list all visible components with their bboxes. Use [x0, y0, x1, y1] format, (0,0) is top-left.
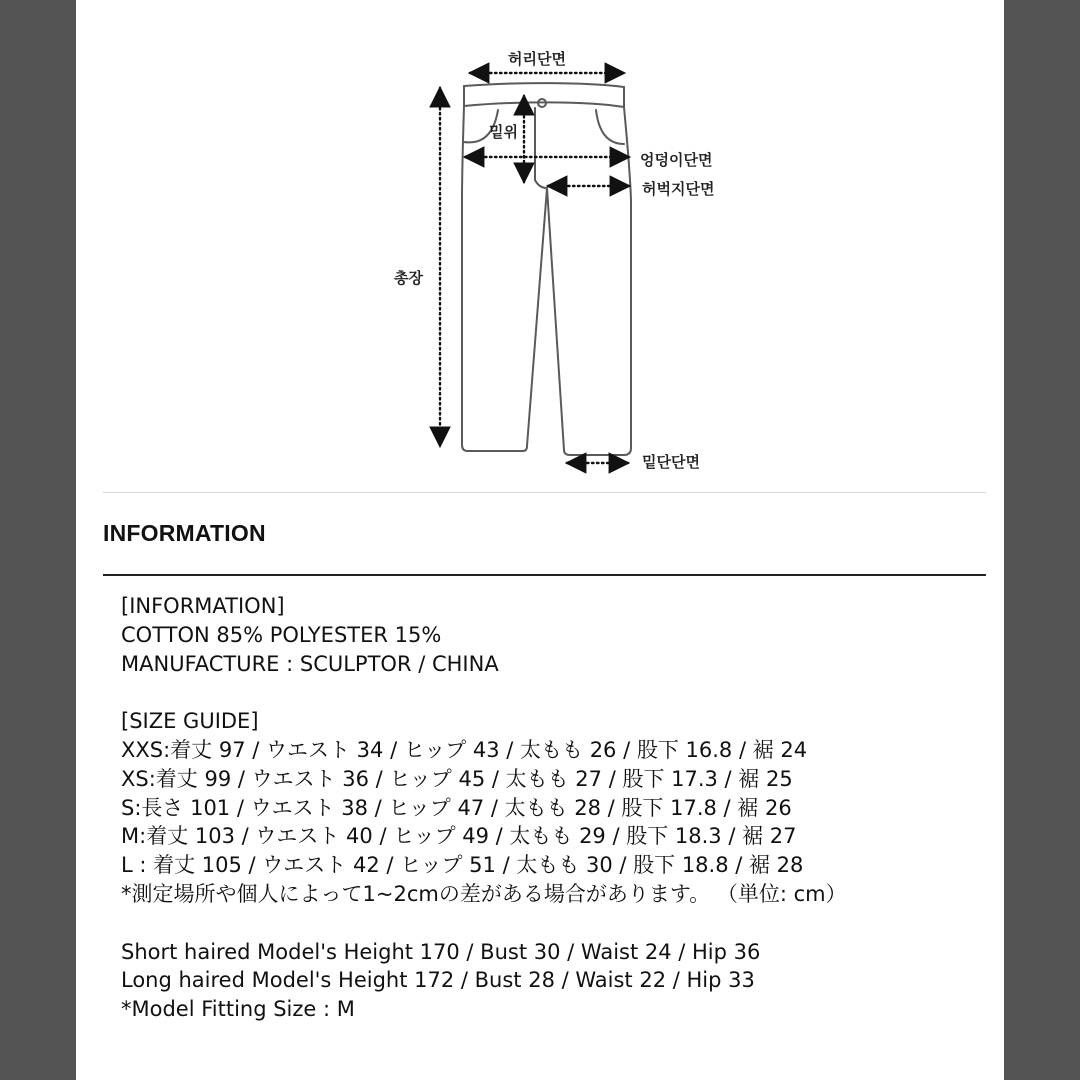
size-row-s: S:長さ 101 / ウエスト 38 / ヒップ 47 / 太もも 28 / 股下 17.8 / 裾 26 — [121, 795, 792, 820]
pants-outline-illustration — [76, 0, 1004, 490]
model-fitting-size: *Model Fitting Size : M — [121, 997, 355, 1022]
size-row-l: L : 着丈 105 / ウエスト 42 / ヒップ 51 / 太もも 30 / 股下 18.8 / 裾 28 — [121, 853, 804, 878]
waist-label: 허리단면 — [508, 50, 566, 68]
size-guide-heading: [SIZE GUIDE] — [121, 709, 259, 734]
measurement-note: *測定場所や個人によって1~2cmの差がある場合があります。 （単位: cm） — [121, 881, 847, 906]
hip-label: 엉덩이단면 — [640, 151, 713, 169]
section-divider — [103, 492, 986, 493]
product-detail-page — [76, 0, 1004, 1080]
pants-outline — [462, 83, 631, 455]
size-row-xs: XS:着丈 99 / ウエスト 36 / ヒップ 45 / 太もも 27 / 股下 17.3 / 裾 25 — [121, 766, 793, 791]
product-information — [121, 592, 996, 1024]
rise-label: 밑위 — [489, 123, 518, 141]
long-haired-model-info: Long haired Model's Height 172 / Bust 28 / Waist 22 / Hip 33 — [121, 968, 755, 993]
size-row-xxs: XXS:着丈 97 / ウエスト 34 / ヒップ 43 / 太もも 26 / 股下 16.8 / 裾 24 — [121, 737, 808, 762]
size-row-m: M:着丈 103 / ウエスト 40 / ヒップ 49 / 太もも 29 / 股下 18.3 / 裾 27 — [121, 824, 797, 849]
manufacture-text: MANUFACTURE : SCULPTOR / CHINA — [121, 651, 499, 676]
short-haired-model-info: Short haired Model's Height 170 / Bust 30 / Waist 24 / Hip 36 — [121, 939, 761, 964]
length-label: 총장 — [394, 269, 423, 287]
thigh-label: 허벅지단면 — [642, 180, 715, 198]
info-heading: [INFORMATION] — [121, 594, 285, 618]
section-title: INFORMATION — [103, 520, 266, 546]
pants-size-diagram — [76, 0, 1004, 490]
title-underline — [103, 574, 986, 576]
hem-label: 밑단단면 — [642, 453, 700, 471]
material-text: COTTON 85% POLYESTER 15% — [121, 622, 442, 647]
